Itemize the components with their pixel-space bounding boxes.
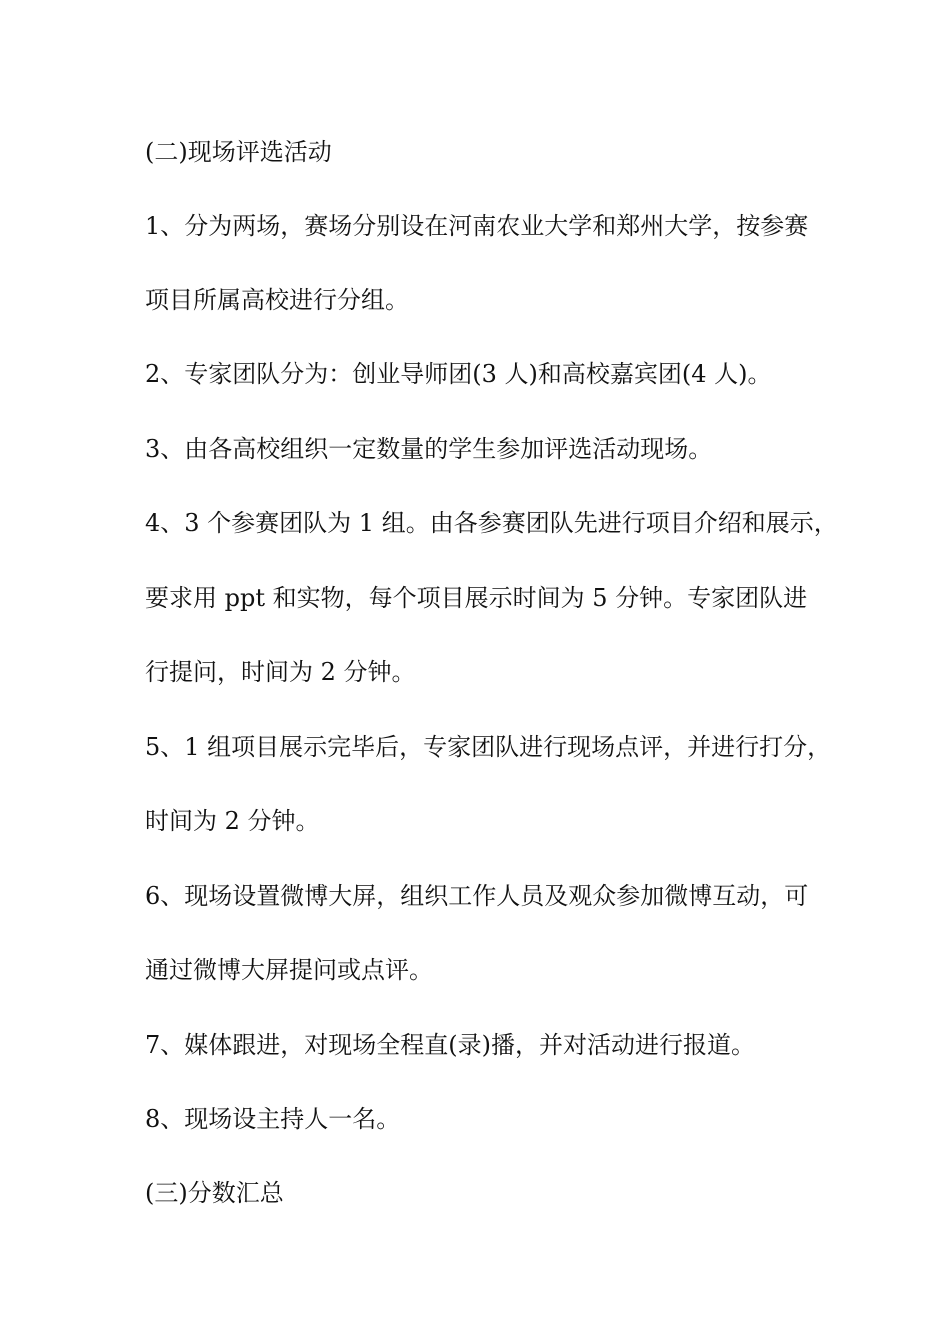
paragraph-line: 1、分为两场，赛场分别设在河南农业大学和郑州大学，按参赛 (145, 212, 809, 240)
paragraph-line: 行提问，时间为 2 分钟。 (145, 658, 416, 686)
paragraph-line: 时间为 2 分钟。 (145, 807, 320, 835)
paragraph-line: 3、由各高校组织一定数量的学生参加评选活动现场。 (145, 435, 713, 463)
paragraph-line: 2、专家团队分为：创业导师团(3 人)和高校嘉宾团(4 人)。 (145, 360, 772, 388)
paragraph-line: 通过微博大屏提问或点评。 (145, 956, 433, 984)
paragraph-line: 4、3 个参赛团队为 1 组。由各参赛团队先进行项目介绍和展示， (145, 509, 838, 537)
paragraph-line: 5、1 组项目展示完毕后，专家团队进行现场点评，并进行打分， (145, 733, 832, 761)
paragraph-line: 6、现场设置微博大屏，组织工作人员及观众参加微博互动，可 (145, 882, 809, 910)
section-heading-score-summary: (三)分数汇总 (145, 1179, 284, 1207)
paragraph-line: 项目所属高校进行分组。 (145, 286, 409, 314)
paragraph-line: 7、媒体跟进，对现场全程直(录)播，并对活动进行报道。 (145, 1031, 755, 1059)
section-heading-onsite-selection: (二)现场评选活动 (145, 138, 332, 166)
paragraph-line: 要求用 ppt 和实物，每个项目展示时间为 5 分钟。专家团队进 (145, 584, 808, 612)
paragraph-line: 8、现场设主持人一名。 (145, 1105, 401, 1133)
